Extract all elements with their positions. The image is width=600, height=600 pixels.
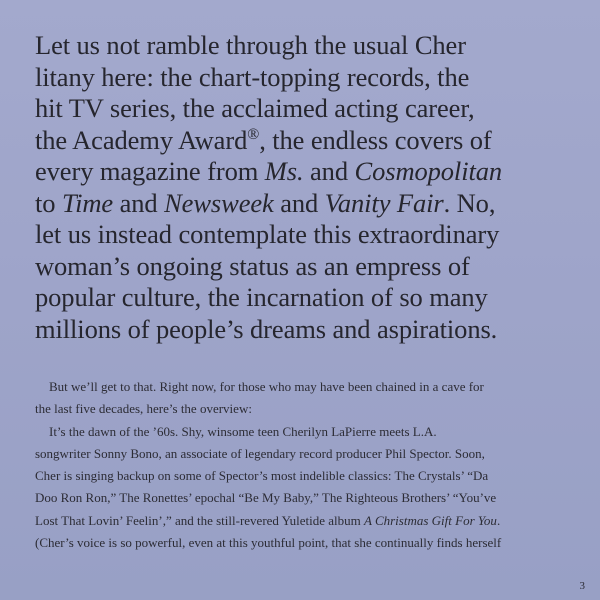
body-text: Lost That Lovin’ Feelin’,” and the still-revered Yuletide album <box>35 512 364 528</box>
body-paragraphs <box>35 376 580 554</box>
lead-line <box>35 156 595 188</box>
body-line: But we’ll get to that. Right now, for those who may have been chained in a cave for <box>49 379 484 394</box>
lead-text: every magazine from <box>35 156 265 186</box>
registered-mark: ® <box>247 125 260 143</box>
lead-text: and <box>273 187 325 218</box>
lead-text: , the endless covers of <box>259 124 492 155</box>
lead-line: popular culture, the incarnation of so many <box>35 282 488 312</box>
lead-line: millions of people’s dreams and aspirations. <box>35 313 498 344</box>
body-line: Doo Ron Ron,” The Ronettes’ epochal “Be My Baby,” The Righteous Brothers’ “You’ve <box>35 490 497 506</box>
magazine-title: Time <box>61 187 114 218</box>
lead-text: the Academy Award <box>35 124 248 155</box>
lead-line: woman’s ongoing status as an empress of <box>35 250 470 281</box>
lead-line: hit TV series, the acclaimed acting career, <box>35 93 475 123</box>
page-number: 3 <box>579 580 585 592</box>
lead-line: litany here: the chart-topping records, the <box>35 61 470 92</box>
lead-text: . No, <box>443 187 496 218</box>
lead-line <box>35 188 595 220</box>
body-line: (Cher’s voice is so powerful, even at this youthful point, that she continually finds herself <box>35 535 502 551</box>
lead-text: and <box>303 156 355 186</box>
magazine-title: Cosmopolitan <box>354 156 503 186</box>
body-line: It’s the dawn of the ’60s. Shy, winsome teen Cherilyn LaPierre meets L.A. <box>49 423 437 439</box>
lead-line <box>35 125 595 157</box>
lead-line: Let us not ramble through the usual Cher <box>35 30 466 60</box>
lead-paragraph <box>35 30 595 345</box>
lead-text: to <box>35 187 62 218</box>
body-line: songwriter Sonny Bono, an associate of legendary record producer Phil Spector. Soon, <box>35 445 485 461</box>
lead-text: and <box>113 187 165 218</box>
magazine-title: Vanity Fair <box>324 187 444 218</box>
body-line: the last five decades, here’s the overview: <box>35 401 252 417</box>
body-line <box>35 510 580 532</box>
body-text: . <box>496 512 501 528</box>
album-title: A Christmas Gift For You <box>364 512 497 528</box>
magazine-title: Newsweek <box>164 187 274 218</box>
magazine-title: Ms. <box>264 156 304 186</box>
lead-line: let us instead contemplate this extraordinary <box>35 219 500 249</box>
body-line: Cher is singing backup on some of Spector’s most indelible classics: The Crystals’ “Da <box>35 468 489 484</box>
